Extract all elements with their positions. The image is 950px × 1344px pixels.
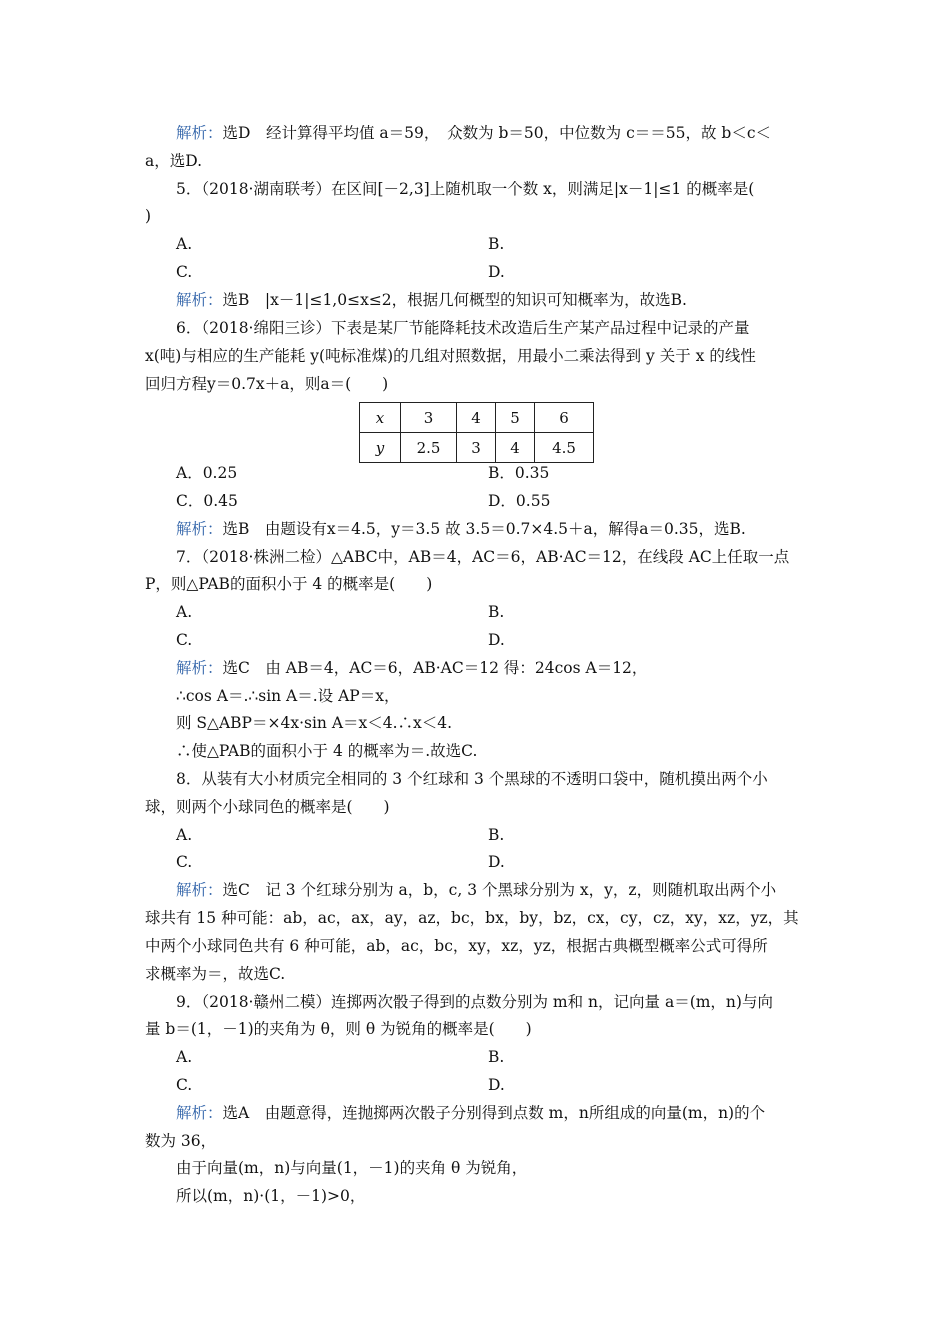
answer-text: 选C 由 AB＝4，AC＝6，AB·AC＝12 得：24cos A＝12， bbox=[222, 659, 648, 677]
question-7-stem: 7．（2018·株洲二检）△ABC中，AB＝4，AC＝6，AB·AC＝12，在线段 AC上任取一点 bbox=[176, 548, 790, 566]
table-row bbox=[360, 433, 594, 463]
answer-line bbox=[176, 1103, 813, 1123]
answer-line: ∴cos A＝.∴sin A＝.设 AP＝x， bbox=[176, 687, 400, 705]
table-cell: 5 bbox=[496, 403, 535, 433]
table-cell: 3 bbox=[401, 403, 457, 433]
table-cell: 4 bbox=[496, 433, 535, 463]
option-b: B．0.35 bbox=[488, 464, 550, 482]
question-7-stem-cont: P，则△PAB的面积小于 4 的概率是( ) bbox=[145, 575, 433, 593]
answer-line: 球共有 15 种可能：ab，ac，ax，ay，az，bc，bx，by，bz，cx，cy，cz，xy，xz，yz，其 bbox=[145, 909, 799, 927]
answer-line: ∴使△PAB的面积小于 4 的概率为＝.故选C. bbox=[176, 742, 478, 760]
question-9-stem-cont: 量 b＝(1，－1)的夹角为 θ，则 θ 为锐角的概率是( ) bbox=[145, 1020, 532, 1038]
answer-text: 选C 记 3 个红球分别为 a，b，c, 3 个黑球分别为 x，y，z，则随机取出两个小 bbox=[222, 881, 777, 899]
answer-line bbox=[176, 658, 813, 678]
table-cell: 2.5 bbox=[401, 433, 457, 463]
option-c: C. bbox=[176, 853, 193, 871]
answer-line bbox=[176, 519, 813, 539]
table-cell: 4 bbox=[457, 403, 496, 433]
option-d: D．0.55 bbox=[488, 492, 551, 510]
option-b: B. bbox=[488, 603, 505, 621]
answer-line: a，选D. bbox=[145, 152, 203, 170]
answer-line: 则 S△ABP＝×4x·sin A＝x＜4.∴x＜4. bbox=[176, 714, 453, 732]
answer-line: 中两个小球同色共有 6 种可能，ab，ac，bc，xy，xz，yz，根据古典概型概率公式可得所 bbox=[145, 937, 768, 955]
option-b: B. bbox=[488, 235, 505, 253]
analysis-label: 解析： bbox=[176, 1104, 223, 1122]
option-c: C. bbox=[176, 631, 193, 649]
option-a: A. bbox=[176, 235, 193, 253]
option-a: A. bbox=[176, 1048, 193, 1066]
option-a: A. bbox=[176, 603, 193, 621]
option-a: A．0.25 bbox=[176, 464, 238, 482]
answer-text: 选D 经计算得平均值 a＝59， 众数为 b＝50，中位数为 c＝＝55，故 b＜c＜ bbox=[222, 124, 772, 142]
analysis-label: 解析： bbox=[176, 520, 223, 538]
table-cell: 4.5 bbox=[535, 433, 594, 463]
answer-line: 数为 36， bbox=[145, 1132, 217, 1150]
question-5-stem: 5．（2018·湖南联考）在区间[－2,3]上随机取一个数 x，则满足|x－1|≤1 的概率是( bbox=[176, 180, 755, 198]
option-b: B. bbox=[488, 826, 505, 844]
answer-line bbox=[176, 123, 813, 143]
option-c: C．0.45 bbox=[176, 492, 238, 510]
answer-text: 选A 由题意得，连抛掷两次骰子分别得到点数 m，n所组成的向量(m，n)的个 bbox=[222, 1104, 766, 1122]
question-6-stem-cont: 回归方程y＝0.7x＋a，则a＝( ) bbox=[145, 375, 389, 393]
option-b: B. bbox=[488, 1048, 505, 1066]
answer-text: 选B 由题设有x＝4.5，y＝3.5 故 3.5＝0.7×4.5＋a，解得a＝0.35，选B. bbox=[222, 520, 746, 538]
table-cell: y bbox=[360, 433, 401, 463]
question-8-stem: 8．从装有大小材质完全相同的 3 个红球和 3 个黑球的不透明口袋中，随机摸出两个小 bbox=[176, 770, 768, 788]
answer-line: 由于向量(m，n)与向量(1，－1)的夹角 θ 为锐角， bbox=[176, 1159, 528, 1177]
answer-line bbox=[176, 880, 813, 900]
analysis-label: 解析： bbox=[176, 881, 223, 899]
table-row bbox=[360, 403, 594, 433]
option-d: D. bbox=[488, 853, 505, 871]
answer-text: 选B |x－1|≤1,0≤x≤2，根据几何概型的知识可知概率为，故选B. bbox=[222, 291, 687, 309]
analysis-label: 解析： bbox=[176, 659, 223, 677]
analysis-label: 解析： bbox=[176, 291, 223, 309]
option-d: D. bbox=[488, 1076, 505, 1094]
question-5-stem-cont: ) bbox=[145, 207, 152, 225]
option-c: C. bbox=[176, 263, 193, 281]
question-8-stem-cont: 球，则两个小球同色的概率是( ) bbox=[145, 798, 390, 816]
answer-line bbox=[176, 290, 813, 310]
data-table bbox=[359, 402, 594, 463]
question-6-stem: 6．（2018·绵阳三诊）下表是某厂节能降耗技术改造后生产某产品过程中记录的产量 bbox=[176, 319, 750, 337]
table-cell: x bbox=[360, 403, 401, 433]
option-a: A. bbox=[176, 826, 193, 844]
answer-line: 求概率为＝，故选C. bbox=[145, 965, 286, 983]
table-cell: 6 bbox=[535, 403, 594, 433]
analysis-label: 解析： bbox=[176, 124, 223, 142]
answer-line: 所以(m，n)·(1，－1)>0， bbox=[176, 1187, 366, 1205]
question-9-stem: 9．（2018·赣州二模）连掷两次骰子得到的点数分别为 m和 n，记向量 a＝(m，n)与向 bbox=[176, 993, 773, 1011]
table-cell: 3 bbox=[457, 433, 496, 463]
option-d: D. bbox=[488, 631, 505, 649]
option-c: C. bbox=[176, 1076, 193, 1094]
option-d: D. bbox=[488, 263, 505, 281]
question-6-stem-cont: x(吨)与相应的生产能耗 y(吨标准煤)的几组对照数据，用最小二乘法得到 y 关于 x 的线性 bbox=[145, 347, 756, 365]
